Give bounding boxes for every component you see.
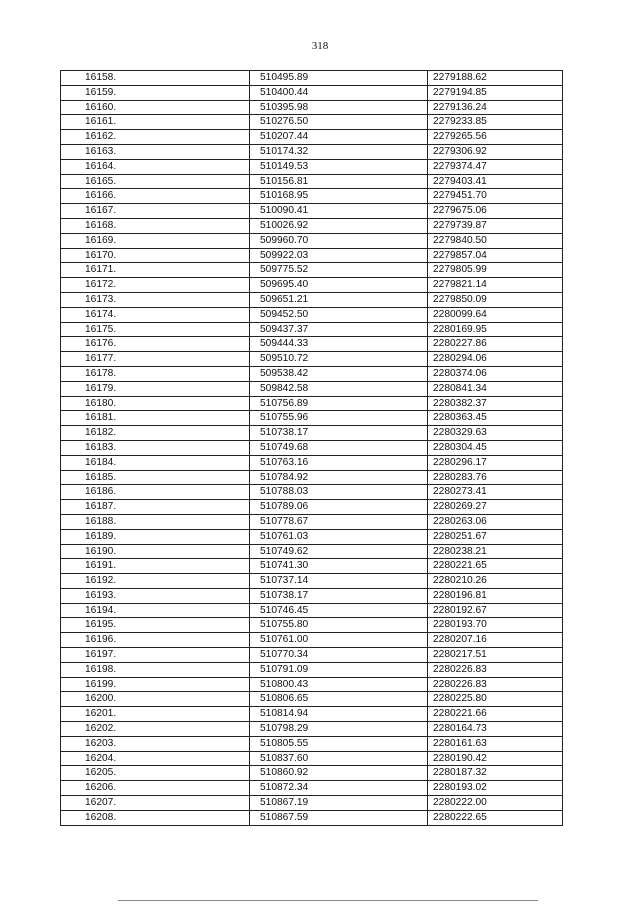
point-id-cell: 16185. — [61, 470, 250, 485]
x-coordinate-cell: 510738.17 — [250, 588, 428, 603]
point-id-cell: 16207. — [61, 796, 250, 811]
point-id-cell: 16161. — [61, 115, 250, 130]
y-coordinate-cell: 2279233.85 — [428, 115, 563, 130]
x-coordinate-cell: 510737.14 — [250, 574, 428, 589]
table-row — [61, 411, 563, 426]
x-coordinate-cell: 510276.50 — [250, 115, 428, 130]
point-id-cell: 16197. — [61, 648, 250, 663]
table-row — [61, 766, 563, 781]
y-coordinate-cell: 2280304.45 — [428, 440, 563, 455]
y-coordinate-cell: 2280226.83 — [428, 662, 563, 677]
x-coordinate-cell: 510168.95 — [250, 189, 428, 204]
x-coordinate-cell: 509452.50 — [250, 307, 428, 322]
x-coordinate-cell: 510814.94 — [250, 707, 428, 722]
table-row — [61, 144, 563, 159]
table-row — [61, 677, 563, 692]
table-row — [61, 130, 563, 145]
point-id-cell: 16196. — [61, 633, 250, 648]
y-coordinate-cell: 2280329.63 — [428, 426, 563, 441]
table-row — [61, 322, 563, 337]
x-coordinate-cell: 510761.00 — [250, 633, 428, 648]
x-coordinate-cell: 509437.37 — [250, 322, 428, 337]
table-row — [61, 588, 563, 603]
x-coordinate-cell: 510495.89 — [250, 71, 428, 86]
point-id-cell: 16199. — [61, 677, 250, 692]
x-coordinate-cell: 510867.59 — [250, 810, 428, 825]
y-coordinate-cell: 2280296.17 — [428, 455, 563, 470]
x-coordinate-cell: 510867.19 — [250, 796, 428, 811]
point-id-cell: 16202. — [61, 722, 250, 737]
table-row — [61, 485, 563, 500]
point-id-cell: 16167. — [61, 204, 250, 219]
table-row — [61, 263, 563, 278]
x-coordinate-cell: 510788.03 — [250, 485, 428, 500]
table-row — [61, 796, 563, 811]
x-coordinate-cell: 509775.52 — [250, 263, 428, 278]
y-coordinate-cell: 2279265.56 — [428, 130, 563, 145]
x-coordinate-cell: 510798.29 — [250, 722, 428, 737]
table-row — [61, 85, 563, 100]
table-row — [61, 633, 563, 648]
point-id-cell: 16162. — [61, 130, 250, 145]
x-coordinate-cell: 510756.89 — [250, 396, 428, 411]
y-coordinate-cell: 2280196.81 — [428, 588, 563, 603]
point-id-cell: 16178. — [61, 366, 250, 381]
table-row — [61, 662, 563, 677]
point-id-cell: 16168. — [61, 218, 250, 233]
y-coordinate-cell: 2279403.41 — [428, 174, 563, 189]
x-coordinate-cell: 510763.16 — [250, 455, 428, 470]
point-id-cell: 16181. — [61, 411, 250, 426]
table-row — [61, 648, 563, 663]
x-coordinate-cell: 509842.58 — [250, 381, 428, 396]
y-coordinate-cell: 2280221.66 — [428, 707, 563, 722]
table-row — [61, 278, 563, 293]
point-id-cell: 16195. — [61, 618, 250, 633]
point-id-cell: 16179. — [61, 381, 250, 396]
y-coordinate-cell: 2280363.45 — [428, 411, 563, 426]
table-row — [61, 618, 563, 633]
point-id-cell: 16194. — [61, 603, 250, 618]
x-coordinate-cell: 509651.21 — [250, 292, 428, 307]
table-row — [61, 514, 563, 529]
x-coordinate-cell: 510784.92 — [250, 470, 428, 485]
x-coordinate-cell: 509538.42 — [250, 366, 428, 381]
table-row — [61, 692, 563, 707]
y-coordinate-cell: 2279136.24 — [428, 100, 563, 115]
point-id-cell: 16182. — [61, 426, 250, 441]
x-coordinate-cell: 509510.72 — [250, 352, 428, 367]
table-row — [61, 204, 563, 219]
table-row — [61, 159, 563, 174]
table-row — [61, 559, 563, 574]
point-id-cell: 16208. — [61, 810, 250, 825]
y-coordinate-cell: 2280217.51 — [428, 648, 563, 663]
point-id-cell: 16159. — [61, 85, 250, 100]
point-id-cell: 16206. — [61, 781, 250, 796]
y-coordinate-cell: 2279451.70 — [428, 189, 563, 204]
y-coordinate-cell: 2280210.26 — [428, 574, 563, 589]
table-row — [61, 100, 563, 115]
y-coordinate-cell: 2280225.80 — [428, 692, 563, 707]
x-coordinate-cell: 510749.68 — [250, 440, 428, 455]
x-coordinate-cell: 509922.03 — [250, 248, 428, 263]
table-row — [61, 426, 563, 441]
x-coordinate-cell: 510026.92 — [250, 218, 428, 233]
x-coordinate-cell: 510749.62 — [250, 544, 428, 559]
table-row — [61, 751, 563, 766]
x-coordinate-cell: 510755.80 — [250, 618, 428, 633]
y-coordinate-cell: 2280294.06 — [428, 352, 563, 367]
x-coordinate-cell: 510738.17 — [250, 426, 428, 441]
point-id-cell: 16191. — [61, 559, 250, 574]
table-row — [61, 71, 563, 86]
bottom-rule — [118, 900, 538, 901]
y-coordinate-cell: 2279805.99 — [428, 263, 563, 278]
x-coordinate-cell: 510837.60 — [250, 751, 428, 766]
point-id-cell: 16177. — [61, 352, 250, 367]
point-id-cell: 16186. — [61, 485, 250, 500]
table-row — [61, 292, 563, 307]
table-row — [61, 381, 563, 396]
y-coordinate-cell: 2280273.41 — [428, 485, 563, 500]
x-coordinate-cell: 510207.44 — [250, 130, 428, 145]
table-row — [61, 174, 563, 189]
table-row — [61, 736, 563, 751]
point-id-cell: 16171. — [61, 263, 250, 278]
y-coordinate-cell: 2279840.50 — [428, 233, 563, 248]
point-id-cell: 16163. — [61, 144, 250, 159]
point-id-cell: 16180. — [61, 396, 250, 411]
x-coordinate-cell: 510778.67 — [250, 514, 428, 529]
point-id-cell: 16187. — [61, 500, 250, 515]
coordinates-table — [60, 70, 563, 826]
page-number: 318 — [311, 40, 329, 52]
table-row — [61, 352, 563, 367]
table-row — [61, 189, 563, 204]
point-id-cell: 16193. — [61, 588, 250, 603]
point-id-cell: 16169. — [61, 233, 250, 248]
table-row — [61, 455, 563, 470]
table-row — [61, 500, 563, 515]
y-coordinate-cell: 2280222.00 — [428, 796, 563, 811]
point-id-cell: 16204. — [61, 751, 250, 766]
y-coordinate-cell: 2279306.92 — [428, 144, 563, 159]
table-row — [61, 781, 563, 796]
x-coordinate-cell: 510761.03 — [250, 529, 428, 544]
y-coordinate-cell: 2280238.21 — [428, 544, 563, 559]
point-id-cell: 16198. — [61, 662, 250, 677]
x-coordinate-cell: 510805.55 — [250, 736, 428, 751]
y-coordinate-cell: 2280207.16 — [428, 633, 563, 648]
y-coordinate-cell: 2280226.83 — [428, 677, 563, 692]
x-coordinate-cell: 510872.34 — [250, 781, 428, 796]
y-coordinate-cell: 2279857.04 — [428, 248, 563, 263]
x-coordinate-cell: 510395.98 — [250, 100, 428, 115]
point-id-cell: 16164. — [61, 159, 250, 174]
table-row — [61, 722, 563, 737]
y-coordinate-cell: 2280374.06 — [428, 366, 563, 381]
point-id-cell: 16166. — [61, 189, 250, 204]
y-coordinate-cell: 2280269.27 — [428, 500, 563, 515]
y-coordinate-cell: 2280841.34 — [428, 381, 563, 396]
point-id-cell: 16173. — [61, 292, 250, 307]
table-row — [61, 307, 563, 322]
y-coordinate-cell: 2280164.73 — [428, 722, 563, 737]
y-coordinate-cell: 2280221.65 — [428, 559, 563, 574]
y-coordinate-cell: 2280193.70 — [428, 618, 563, 633]
table-row — [61, 470, 563, 485]
coordinates-table-body — [61, 71, 563, 826]
x-coordinate-cell: 510090.41 — [250, 204, 428, 219]
point-id-cell: 16176. — [61, 337, 250, 352]
x-coordinate-cell: 509960.70 — [250, 233, 428, 248]
y-coordinate-cell: 2280099.64 — [428, 307, 563, 322]
table-row — [61, 233, 563, 248]
point-id-cell: 16184. — [61, 455, 250, 470]
point-id-cell: 16174. — [61, 307, 250, 322]
table-row — [61, 810, 563, 825]
point-id-cell: 16158. — [61, 71, 250, 86]
point-id-cell: 16183. — [61, 440, 250, 455]
point-id-cell: 16165. — [61, 174, 250, 189]
y-coordinate-cell: 2280187.32 — [428, 766, 563, 781]
y-coordinate-cell: 2279188.62 — [428, 71, 563, 86]
point-id-cell: 16172. — [61, 278, 250, 293]
point-id-cell: 16190. — [61, 544, 250, 559]
table-row — [61, 337, 563, 352]
table-row — [61, 544, 563, 559]
table-row — [61, 529, 563, 544]
point-id-cell: 16188. — [61, 514, 250, 529]
point-id-cell: 16205. — [61, 766, 250, 781]
x-coordinate-cell: 510806.65 — [250, 692, 428, 707]
x-coordinate-cell: 510860.92 — [250, 766, 428, 781]
y-coordinate-cell: 2280169.95 — [428, 322, 563, 337]
x-coordinate-cell: 509695.40 — [250, 278, 428, 293]
point-id-cell: 16160. — [61, 100, 250, 115]
y-coordinate-cell: 2279821.14 — [428, 278, 563, 293]
x-coordinate-cell: 510791.09 — [250, 662, 428, 677]
point-id-cell: 16201. — [61, 707, 250, 722]
y-coordinate-cell: 2279374.47 — [428, 159, 563, 174]
x-coordinate-cell: 510149.53 — [250, 159, 428, 174]
table-row — [61, 115, 563, 130]
x-coordinate-cell: 510746.45 — [250, 603, 428, 618]
y-coordinate-cell: 2280263.06 — [428, 514, 563, 529]
point-id-cell: 16200. — [61, 692, 250, 707]
table-row — [61, 603, 563, 618]
x-coordinate-cell: 510755.96 — [250, 411, 428, 426]
table-row — [61, 366, 563, 381]
y-coordinate-cell: 2280222.65 — [428, 810, 563, 825]
y-coordinate-cell: 2280251.67 — [428, 529, 563, 544]
point-id-cell: 16175. — [61, 322, 250, 337]
point-id-cell: 16192. — [61, 574, 250, 589]
y-coordinate-cell: 2280227.86 — [428, 337, 563, 352]
x-coordinate-cell: 510400.44 — [250, 85, 428, 100]
y-coordinate-cell: 2280382.37 — [428, 396, 563, 411]
x-coordinate-cell: 510156.81 — [250, 174, 428, 189]
x-coordinate-cell: 510174.32 — [250, 144, 428, 159]
table-row — [61, 248, 563, 263]
y-coordinate-cell: 2280193.02 — [428, 781, 563, 796]
y-coordinate-cell: 2279194.85 — [428, 85, 563, 100]
table-row — [61, 218, 563, 233]
table-row — [61, 440, 563, 455]
table-row — [61, 574, 563, 589]
point-id-cell: 16203. — [61, 736, 250, 751]
x-coordinate-cell: 510800.43 — [250, 677, 428, 692]
x-coordinate-cell: 510741.30 — [250, 559, 428, 574]
y-coordinate-cell: 2280283.76 — [428, 470, 563, 485]
y-coordinate-cell: 2279850.09 — [428, 292, 563, 307]
x-coordinate-cell: 509444.33 — [250, 337, 428, 352]
point-id-cell: 16189. — [61, 529, 250, 544]
table-row — [61, 396, 563, 411]
y-coordinate-cell: 2280190.42 — [428, 751, 563, 766]
y-coordinate-cell: 2280161.63 — [428, 736, 563, 751]
x-coordinate-cell: 510770.34 — [250, 648, 428, 663]
point-id-cell: 16170. — [61, 248, 250, 263]
table-row — [61, 707, 563, 722]
y-coordinate-cell: 2279739.87 — [428, 218, 563, 233]
y-coordinate-cell: 2279675.06 — [428, 204, 563, 219]
y-coordinate-cell: 2280192.67 — [428, 603, 563, 618]
x-coordinate-cell: 510789.06 — [250, 500, 428, 515]
